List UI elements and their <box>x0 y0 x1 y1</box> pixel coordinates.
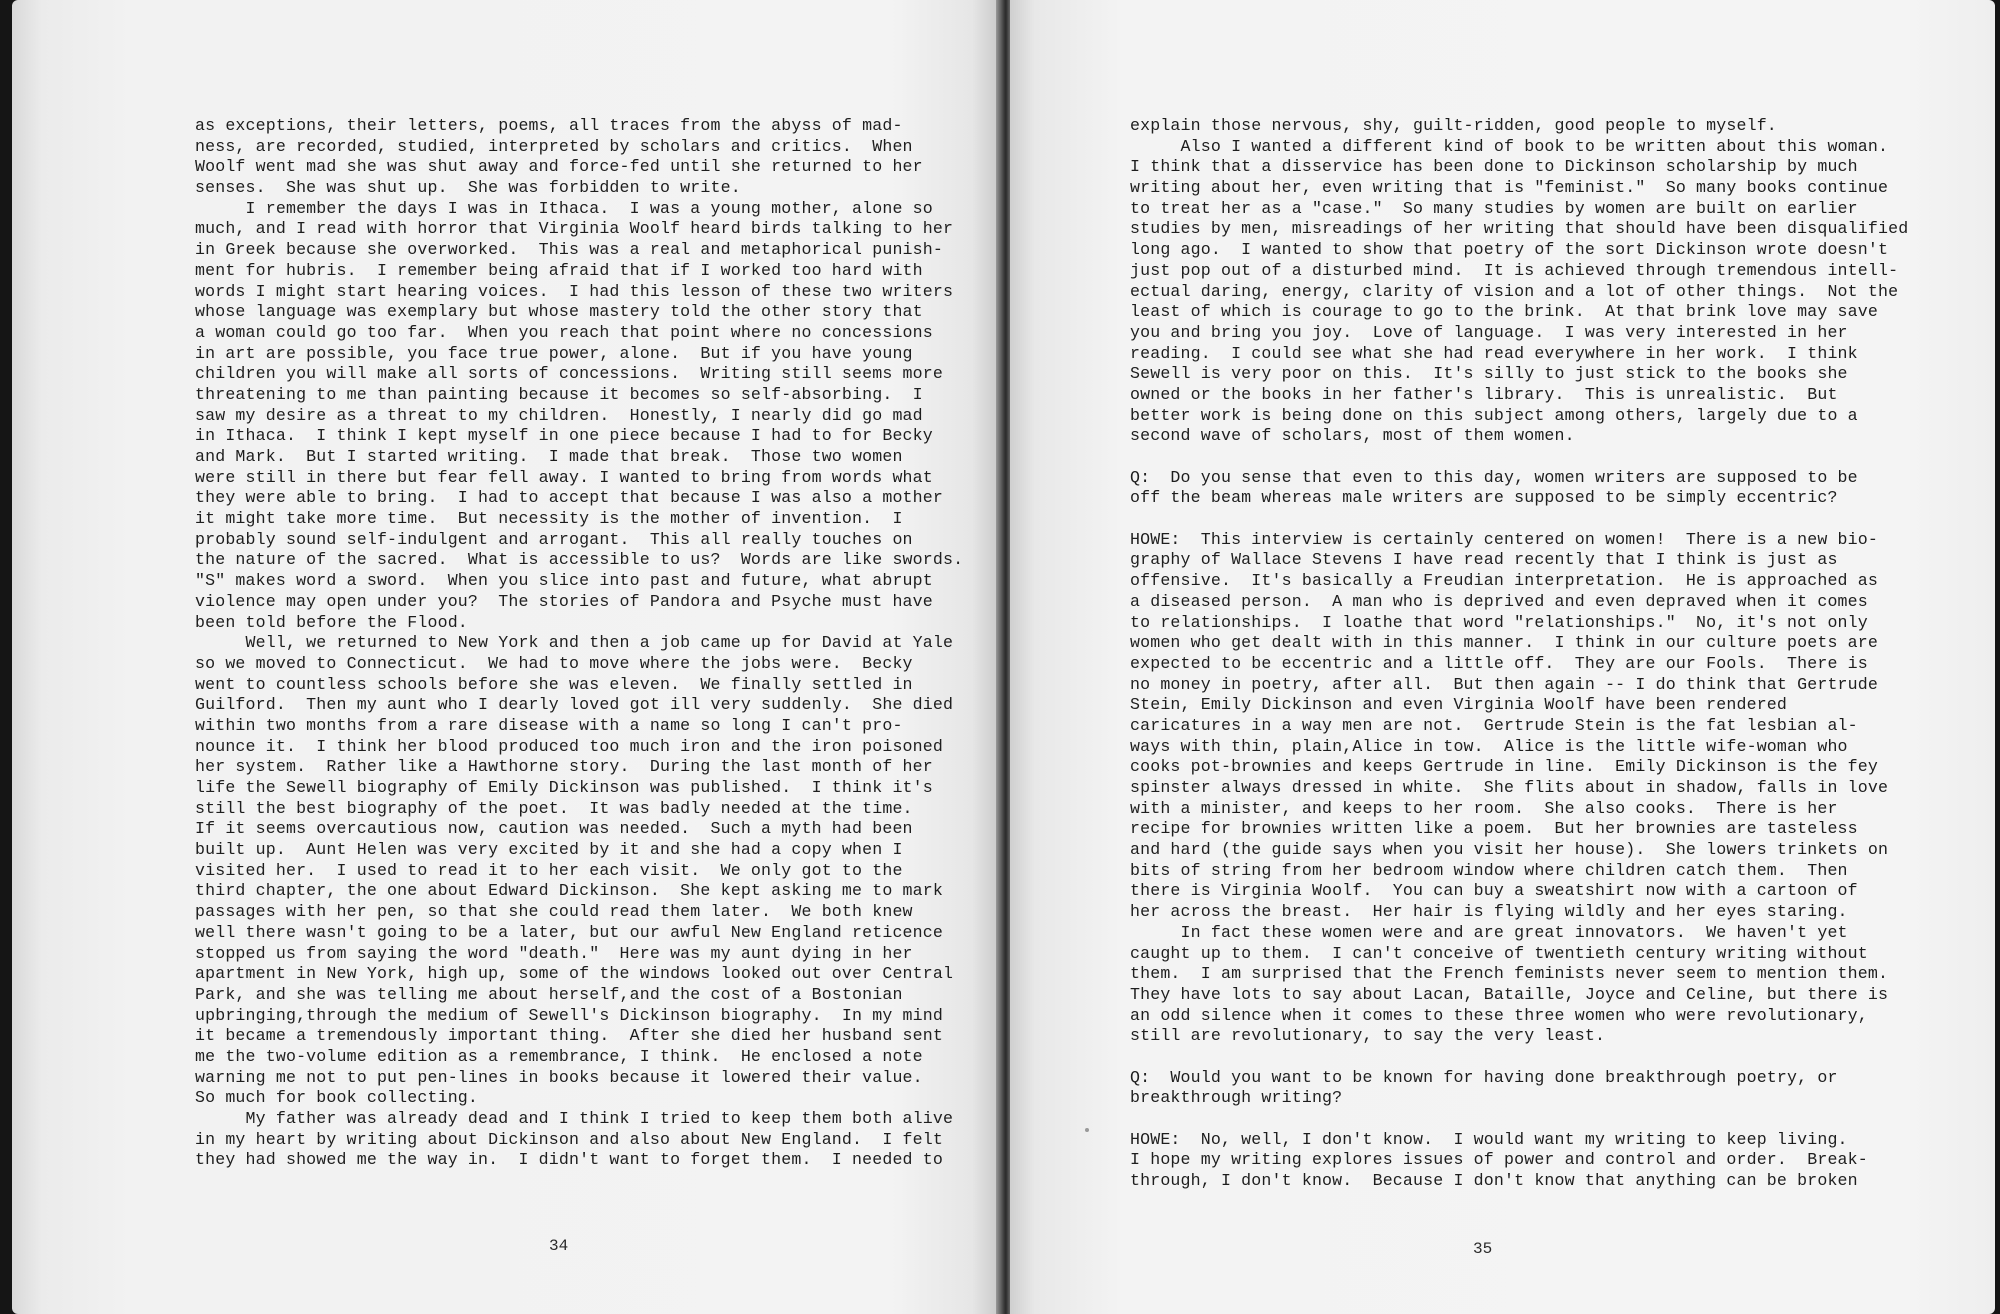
text-line: reading. I could see what she had read everywhere in her work. I think <box>1130 343 1858 363</box>
text-line: Well, we returned to New York and then a job came up for David at Yale <box>195 633 954 653</box>
text-line: expected to be eccentric and a little off. They are our Fools. There is <box>1130 653 1868 673</box>
text-line: explain those nervous, shy, guilt-ridden, good people to myself. <box>1130 116 1777 135</box>
text-line: so we moved to Connecticut. We had to move where the jobs were. Becky <box>195 653 913 673</box>
text-line: the nature of the sacred. What is accessible to us? Words are like swords. <box>195 550 964 570</box>
text-line: within two months from a rare disease with a name so long I can't pro- <box>195 715 903 735</box>
text-line: Guilford. Then my aunt who I dearly loved got ill very suddenly. She died <box>195 695 954 715</box>
text-line <box>1130 509 1908 530</box>
text-line: writing about her, even writing that is "feminist." So many books continue <box>1130 178 1889 198</box>
paper-speck <box>1085 1128 1089 1132</box>
text-line: owned or the books in her father's library. This is unrealistic. But <box>1130 384 1838 404</box>
text-line: They have lots to say about Lacan, Bataille, Joyce and Celine, but there is <box>1130 984 1889 1004</box>
text-line: cooks pot-brownies and keeps Gertrude in line. Emily Dickinson is the fey <box>1130 757 1878 777</box>
text-line: warning me not to put pen-lines in books because it lowered their value. <box>195 1067 923 1087</box>
text-line: there is Virginia Woolf. You can buy a sweatshirt now with a cartoon of <box>1130 881 1858 901</box>
text-line: in art are possible, you face true power, alone. But if you have young <box>195 343 913 363</box>
text-line: you and bring you joy. Love of language. I was very interested in her <box>1130 322 1848 342</box>
text-line: ment for hubris. I remember being afraid that if I worked too hard with <box>195 260 923 280</box>
text-line <box>1130 1109 1908 1130</box>
text-line: recipe for brownies written like a poem. But her brownies are tasteless <box>1130 819 1858 839</box>
text-line: caricatures in a way men are not. Gertrude Stein is the fat lesbian al- <box>1130 715 1858 735</box>
text-line: violence may open under you? The stories of Pandora and Psyche must have <box>195 591 933 611</box>
text-line: they were able to bring. I had to accept that because I was also a mother <box>195 488 943 508</box>
text-line: HOWE: This interview is certainly centered on women! There is a new bio- <box>1130 529 1878 549</box>
text-line: her system. Rather like a Hawthorne story. During the last month of her <box>195 757 933 777</box>
text-line: Woolf went mad she was shut away and force-fed until she returned to her <box>195 157 923 177</box>
text-line: well there wasn't going to be a later, but our awful New England reticence <box>195 922 943 942</box>
text-line: to treat her as a "case." So many studies by women are built on earlier <box>1130 198 1858 218</box>
text-line: bits of string from her bedroom window where children catch them. Then <box>1130 860 1848 880</box>
text-line: they had showed me the way in. I didn't want to forget them. I needed to <box>195 1150 943 1170</box>
text-line: in Ithaca. I think I kept myself in one piece because I had to for Becky <box>195 426 933 446</box>
text-line: me the two-volume edition as a remembrance, I think. He enclosed a note <box>195 1046 923 1066</box>
text-line: off the beam whereas male writers are supposed to be simply eccentric? <box>1130 488 1838 508</box>
text-line: I think that a disservice has been done to Dickinson scholarship by much <box>1130 157 1858 177</box>
text-line: Park, and she was telling me about herself,and the cost of a Bostonian <box>195 984 903 1004</box>
text-line: graphy of Wallace Stevens I have read recently that I think is just as <box>1130 550 1838 570</box>
text-line: visited her. I used to read it to her each visit. We only got to the <box>195 860 903 880</box>
text-line: Sewell is very poor on this. It's silly to just stick to the books she <box>1130 364 1848 384</box>
text-line: Also I wanted a different kind of book to be written about this woman. <box>1130 136 1889 156</box>
text-line <box>1130 447 1908 468</box>
text-line: If it seems overcautious now, caution was needed. Such a myth had been <box>195 819 913 839</box>
left-page-number: 34 <box>549 1237 569 1255</box>
text-line: better work is being done on this subject among others, largely due to a <box>1130 405 1858 425</box>
text-line: a woman could go too far. When you reach that point where no concessions <box>195 322 933 342</box>
text-line: stopped us from saying the word "death." Here was my aunt dying in her <box>195 943 913 963</box>
text-line: apartment in New York, high up, some of the windows looked out over Central <box>195 964 954 984</box>
text-line: ways with thin, plain,Alice in tow. Alice is the little wife-woman who <box>1130 736 1848 756</box>
text-line: ectual daring, energy, clarity of vision and a lot of other things. Not the <box>1130 281 1899 301</box>
text-line: an odd silence when it comes to these three women who were revolutionary, <box>1130 1005 1868 1025</box>
text-line: built up. Aunt Helen was very excited by it and she had a copy when I <box>195 840 903 860</box>
text-line: breakthrough writing? <box>1130 1088 1343 1108</box>
text-line: just pop out of a disturbed mind. It is achieved through tremendous intell- <box>1130 260 1899 280</box>
text-line: in my heart by writing about Dickinson and also about New England. I felt <box>195 1129 943 1149</box>
text-line: third chapter, the one about Edward Dickinson. She kept asking me to mark <box>195 881 943 901</box>
text-line: it became a tremendously important thing. After she died her husband sent <box>195 1026 943 1046</box>
text-line: So much for book collecting. <box>195 1088 479 1108</box>
text-line: to relationships. I loathe that word "relationships." No, it's not only <box>1130 612 1868 632</box>
text-line: senses. She was shut up. She was forbidden to write. <box>195 178 741 198</box>
text-line: and hard (the guide says when you visit her house). She lowers trinkets on <box>1130 840 1889 860</box>
text-line: Q: Do you sense that even to this day, women writers are supposed to be <box>1130 467 1858 487</box>
text-line: through, I don't know. Because I don't know that anything can be broken <box>1130 1171 1858 1191</box>
text-line: least of which is courage to go to the brink. At that brink love may save <box>1130 302 1878 322</box>
text-line: offensive. It's basically a Freudian interpretation. He is approached as <box>1130 571 1878 591</box>
text-line: in Greek because she overworked. This was a real and metaphorical punish- <box>195 240 943 260</box>
text-line: much, and I read with horror that Virginia Woolf heard birds talking to her <box>195 219 954 239</box>
text-line: been told before the Flood. <box>195 612 468 632</box>
text-line: saw my desire as a threat to my children. Honestly, I nearly did go mad <box>195 405 923 425</box>
text-line: caught up to them. I can't conceive of twentieth century writing without <box>1130 943 1868 963</box>
text-line: long ago. I wanted to show that poetry of the sort Dickinson wrote doesn't <box>1130 240 1889 260</box>
text-line: it might take more time. But necessity is the mother of invention. I <box>195 509 903 529</box>
text-line: life the Sewell biography of Emily Dickinson was published. I think it's <box>195 778 933 797</box>
text-line: with a minister, and keeps to her room. She also cooks. There is her <box>1130 798 1838 818</box>
text-line: still are revolutionary, to say the very least. <box>1130 1026 1606 1046</box>
text-line: children you will make all sorts of concessions. Writing still seems more <box>195 364 943 384</box>
text-line: them. I am surprised that the French feminists never seem to mention them. <box>1130 964 1889 984</box>
text-line: no money in poetry, after all. But then again -- I do think that Gertrude <box>1130 674 1878 694</box>
left-page-text <box>195 116 963 1171</box>
text-line: Stein, Emily Dickinson and even Virginia Woolf have been rendered <box>1130 695 1788 715</box>
text-line: words I might start hearing voices. I had this lesson of these two writers <box>195 281 954 301</box>
text-line: as exceptions, their letters, poems, all traces from the abyss of mad- <box>195 116 903 135</box>
text-line: "S" makes word a sword. When you slice into past and future, what abrupt <box>195 571 933 591</box>
text-line <box>1130 1047 1908 1068</box>
text-line: Q: Would you want to be known for having done breakthrough poetry, or <box>1130 1067 1838 1087</box>
text-line: still the best biography of the poet. It was badly needed at the time. <box>195 798 913 818</box>
text-line: went to countless schools before she was eleven. We finally settled in <box>195 674 913 694</box>
text-line: I hope my writing explores issues of power and control and order. Break- <box>1130 1150 1868 1170</box>
text-line: upbringing,through the medium of Sewell's Dickinson biography. In my mind <box>195 1005 943 1025</box>
text-line: probably sound self-indulgent and arrogant. This all really touches on <box>195 529 913 549</box>
text-line: nounce it. I think her blood produced too much iron and the iron poisoned <box>195 736 943 756</box>
text-line: studies by men, misreadings of her writing that should have been disqualified <box>1130 219 1909 239</box>
text-line: women who get dealt with in this manner. I think in our culture poets are <box>1130 633 1878 653</box>
text-line: ness, are recorded, studied, interpreted by scholars and critics. When <box>195 136 913 156</box>
text-line: second wave of scholars, most of them women. <box>1130 426 1575 446</box>
text-line: HOWE: No, well, I don't know. I would want my writing to keep living. <box>1130 1129 1848 1149</box>
text-line: threatening to me than painting because it becomes so self-absorbing. I <box>195 384 923 404</box>
text-line: and Mark. But I started writing. I made that break. Those two women <box>195 447 903 466</box>
left-page <box>12 0 1000 1314</box>
text-line: a diseased person. A man who is deprived and even depraved when it comes <box>1130 591 1868 611</box>
right-page-number: 35 <box>1473 1240 1493 1258</box>
text-line: In fact these women were and are great innovators. We haven't yet <box>1130 922 1848 942</box>
text-line: her across the breast. Her hair is flying wildly and her eyes staring. <box>1130 902 1848 922</box>
text-line: I remember the days I was in Ithaca. I was a young mother, alone so <box>195 198 933 218</box>
right-page <box>1010 0 1995 1314</box>
text-line: passages with her pen, so that she could read them later. We both knew <box>195 902 913 922</box>
text-line: whose language was exemplary but whose mastery told the other story that <box>195 302 923 322</box>
text-line: spinster always dressed in white. She flits about in shadow, falls in love <box>1130 778 1889 797</box>
text-line: were still in there but fear fell away. I wanted to bring from words what <box>195 467 933 487</box>
text-line: My father was already dead and I think I tried to keep them both alive <box>195 1109 954 1128</box>
right-page-text <box>1130 116 1908 1192</box>
